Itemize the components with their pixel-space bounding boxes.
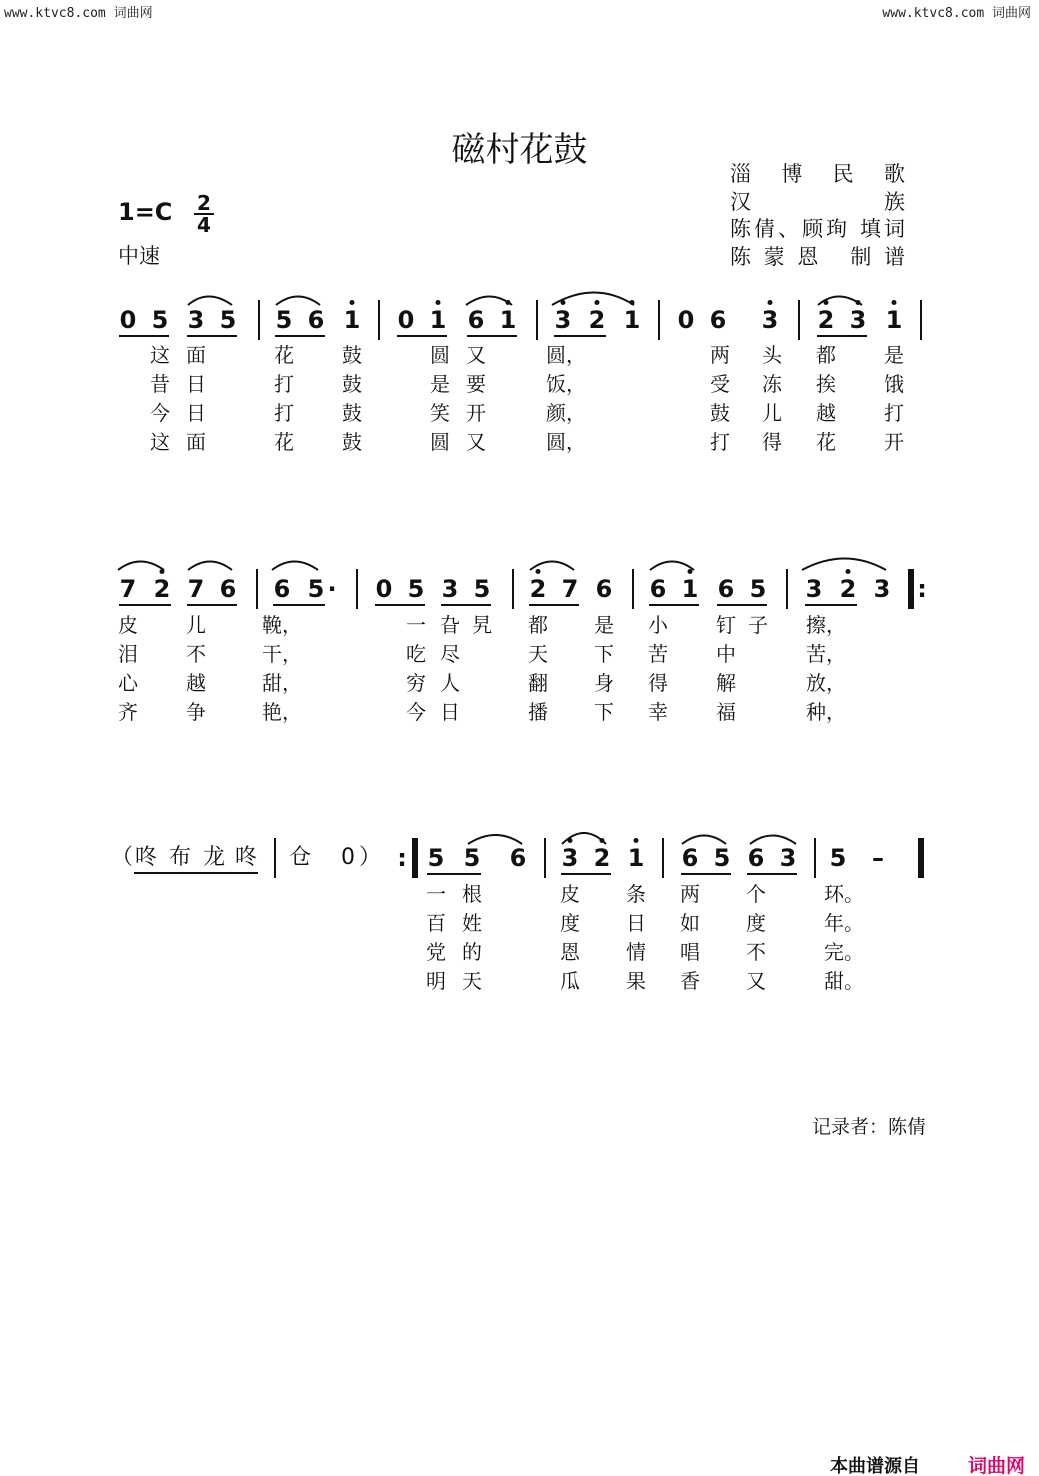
note: 2 bbox=[529, 575, 547, 603]
beam-underline bbox=[817, 335, 867, 337]
beam-underline bbox=[119, 604, 171, 606]
lyric-syllable: 天 bbox=[528, 642, 548, 666]
note: 1 bbox=[627, 844, 645, 872]
note: 2 bbox=[817, 306, 835, 334]
barline bbox=[786, 569, 788, 609]
final-barline bbox=[908, 569, 914, 609]
octave-dot-above bbox=[634, 838, 639, 843]
octave-dot-above bbox=[568, 838, 573, 843]
lyric-syllable: 又 bbox=[466, 430, 486, 454]
lyric-syllable: 鞔， bbox=[262, 613, 302, 637]
key-signature: 1=C bbox=[118, 198, 173, 226]
beam-underline bbox=[441, 604, 491, 606]
lyric-syllable: 恩 bbox=[560, 940, 580, 964]
lyric-syllable: 度 bbox=[560, 911, 580, 935]
note: 5 bbox=[829, 844, 847, 872]
note: 3 bbox=[554, 306, 572, 334]
barline bbox=[378, 300, 380, 340]
lyric-syllable: 今 bbox=[150, 401, 170, 425]
lyric-syllable: 一 bbox=[406, 613, 426, 637]
note: 5 bbox=[307, 575, 325, 603]
beam-underline bbox=[187, 335, 237, 337]
lyric-syllable: 度 bbox=[746, 911, 766, 935]
percussion-underline bbox=[134, 872, 258, 874]
lyric-syllable: 旮 bbox=[440, 613, 460, 637]
beam-underline bbox=[681, 873, 731, 875]
lyric-syllable: 子 bbox=[748, 613, 768, 637]
lyric-syllable: 冻 bbox=[762, 372, 782, 396]
note: 0 bbox=[119, 306, 137, 334]
lyric-syllable: 鼓 bbox=[342, 343, 362, 367]
lyric-syllable: 得 bbox=[762, 430, 782, 454]
note: 0 bbox=[375, 575, 393, 603]
lyric-syllable: 圆， bbox=[546, 430, 586, 454]
note: 6 bbox=[467, 306, 485, 334]
lyric-syllable: 尽 bbox=[440, 642, 460, 666]
barline bbox=[814, 838, 816, 878]
lyric-syllable: 圆， bbox=[546, 343, 586, 367]
beam-underline bbox=[187, 604, 237, 606]
barline bbox=[920, 300, 922, 340]
lyric-syllable: 今 bbox=[406, 700, 426, 724]
note: – bbox=[872, 844, 884, 872]
lyric-syllable: 瓜 bbox=[560, 969, 580, 993]
recorder-credit: 记录者：陈倩 bbox=[812, 1116, 927, 1138]
lyric-syllable: 旯 bbox=[472, 613, 492, 637]
final-barline bbox=[918, 838, 924, 878]
octave-dot-above bbox=[600, 838, 605, 843]
percussion-syllable: 0 bbox=[341, 845, 355, 870]
repeat-barline bbox=[412, 838, 418, 878]
lyric-syllable: 心 bbox=[118, 671, 138, 695]
note: 5 bbox=[749, 575, 767, 603]
lyric-syllable: 是 bbox=[430, 372, 450, 396]
note: 2 bbox=[593, 844, 611, 872]
lyric-syllable: 根 bbox=[462, 882, 482, 906]
note: 6 bbox=[307, 306, 325, 334]
lyric-syllable: 是 bbox=[884, 343, 904, 367]
note: 6 bbox=[219, 575, 237, 603]
note: 3 bbox=[805, 575, 823, 603]
lyric-syllable: 又 bbox=[466, 343, 486, 367]
note: 3 bbox=[849, 306, 867, 334]
barline bbox=[798, 300, 800, 340]
lyric-syllable: 党 bbox=[426, 940, 446, 964]
site-header-left[interactable]: www.ktvc8.com 词曲网 bbox=[4, 6, 153, 21]
lyric-syllable: 花 bbox=[274, 430, 294, 454]
note: 0 bbox=[397, 306, 415, 334]
tempo-marking: 中速 bbox=[118, 244, 160, 268]
meta-ethnicity: 汉族 bbox=[730, 190, 905, 214]
lyric-syllable: 甜。 bbox=[824, 969, 864, 993]
lyric-syllable: 开 bbox=[884, 430, 904, 454]
octave-dot-above bbox=[856, 300, 861, 305]
lyric-syllable: 解 bbox=[716, 671, 736, 695]
lyric-syllable: 又 bbox=[746, 969, 766, 993]
lyric-syllable: 饭， bbox=[546, 372, 586, 396]
footer-site-logo[interactable]: 词曲网 bbox=[968, 1455, 1026, 1476]
note: 5 bbox=[219, 306, 237, 334]
meta-origin: 淄博民歌 bbox=[730, 162, 905, 186]
note: 2 bbox=[153, 575, 171, 603]
lyric-syllable: 打 bbox=[710, 430, 730, 454]
percussion-syllable: 龙 bbox=[203, 845, 226, 870]
note: 3 bbox=[873, 575, 891, 603]
note: 3 bbox=[441, 575, 459, 603]
lyric-syllable: 都 bbox=[816, 343, 836, 367]
note: 3 bbox=[761, 306, 779, 334]
note: 7 bbox=[187, 575, 205, 603]
lyric-syllable: 鼓 bbox=[710, 401, 730, 425]
note: 6 bbox=[709, 306, 727, 334]
lyric-syllable: 儿 bbox=[762, 401, 782, 425]
lyric-syllable: 不 bbox=[746, 940, 766, 964]
octave-dot-above bbox=[892, 300, 897, 305]
lyric-syllable: 环。 bbox=[824, 882, 864, 906]
lyric-syllable: 情 bbox=[626, 940, 646, 964]
beam-underline bbox=[467, 335, 517, 337]
lyric-syllable: 姓 bbox=[462, 911, 482, 935]
lyric-syllable: 头 bbox=[762, 343, 782, 367]
barline bbox=[356, 569, 358, 609]
lyric-syllable: 幸 bbox=[648, 700, 668, 724]
note: 6 bbox=[717, 575, 735, 603]
lyric-syllable: 放， bbox=[806, 671, 846, 695]
note: 0 bbox=[677, 306, 695, 334]
octave-dot-above bbox=[846, 569, 851, 574]
lyric-syllable: 个 bbox=[746, 882, 766, 906]
lyric-syllable: 饿 bbox=[884, 372, 904, 396]
lyric-syllable: 种， bbox=[806, 700, 846, 724]
note: 7 bbox=[561, 575, 579, 603]
note: 6 bbox=[649, 575, 667, 603]
lyric-syllable: 圆 bbox=[430, 343, 450, 367]
lyric-syllable: 苦 bbox=[648, 642, 668, 666]
lyric-syllable: 条 bbox=[626, 882, 646, 906]
lyric-syllable: 小 bbox=[648, 613, 668, 637]
lyric-syllable: 甜， bbox=[262, 671, 302, 695]
octave-dot-above bbox=[768, 300, 773, 305]
note: 5 bbox=[463, 844, 481, 872]
note: 2 bbox=[588, 306, 606, 334]
lyric-syllable: 打 bbox=[274, 401, 294, 425]
note: 1 bbox=[623, 306, 641, 334]
lyric-syllable: 福 bbox=[716, 700, 736, 724]
lyric-syllable: 完。 bbox=[824, 940, 864, 964]
lyric-syllable: 面 bbox=[186, 343, 206, 367]
lyric-syllable: 如 bbox=[680, 911, 700, 935]
note: 6 bbox=[747, 844, 765, 872]
lyric-syllable: 皮 bbox=[560, 882, 580, 906]
lyric-syllable: 擦， bbox=[806, 613, 846, 637]
lyric-syllable: 香 bbox=[680, 969, 700, 993]
footer-source-text: 本曲谱源自 bbox=[830, 1456, 920, 1476]
lyric-syllable: 一 bbox=[426, 882, 446, 906]
lyric-syllable: 开 bbox=[466, 401, 486, 425]
lyric-syllable: 鼓 bbox=[342, 401, 362, 425]
beam-underline bbox=[554, 335, 606, 337]
note: 1 bbox=[681, 575, 699, 603]
song-title: 磁村花鼓 bbox=[451, 130, 588, 170]
lyric-syllable: 日 bbox=[186, 401, 206, 425]
percussion-syllable: 咚 bbox=[135, 845, 158, 870]
lyric-syllable: 是 bbox=[594, 613, 614, 637]
lyric-syllable: 面 bbox=[186, 430, 206, 454]
lyric-syllable: 都 bbox=[528, 613, 548, 637]
note: 5 bbox=[427, 844, 445, 872]
time-signature-top: 2 bbox=[197, 191, 211, 215]
beam-underline bbox=[561, 873, 611, 875]
lyric-syllable: 人 bbox=[440, 671, 460, 695]
note: 5 bbox=[407, 575, 425, 603]
lyric-syllable: 唱 bbox=[680, 940, 700, 964]
lyric-syllable: 鼓 bbox=[342, 372, 362, 396]
lyric-syllable: 圆 bbox=[430, 430, 450, 454]
lyric-syllable: 打 bbox=[274, 372, 294, 396]
lyric-syllable: 泪 bbox=[118, 642, 138, 666]
lyric-syllable: 身 bbox=[594, 671, 614, 695]
barline bbox=[258, 300, 260, 340]
lyric-syllable: 花 bbox=[816, 430, 836, 454]
lyric-syllable: 两 bbox=[680, 882, 700, 906]
lyric-syllable: 两 bbox=[710, 343, 730, 367]
beam-underline bbox=[649, 604, 699, 606]
beam-underline bbox=[273, 604, 325, 606]
percussion-syllable: ） bbox=[359, 845, 382, 870]
barline bbox=[256, 569, 258, 609]
note: 1 bbox=[885, 306, 903, 334]
lyric-syllable: 得 bbox=[648, 671, 668, 695]
lyric-syllable: 下 bbox=[594, 700, 614, 724]
octave-dot-above bbox=[595, 300, 600, 305]
note: 1 bbox=[499, 306, 517, 334]
beam-underline bbox=[375, 604, 425, 606]
octave-dot-above bbox=[561, 300, 566, 305]
note: · bbox=[327, 575, 337, 603]
lyric-syllable: 下 bbox=[594, 642, 614, 666]
lyric-syllable: 打 bbox=[884, 401, 904, 425]
barline bbox=[274, 838, 276, 878]
lyric-syllable: 播 bbox=[528, 700, 548, 724]
percussion-syllable: 仓 bbox=[289, 845, 312, 870]
lyric-syllable: 果 bbox=[626, 969, 646, 993]
note: 6 bbox=[273, 575, 291, 603]
note: 3 bbox=[561, 844, 579, 872]
octave-dot-above bbox=[436, 300, 441, 305]
note: 5 bbox=[473, 575, 491, 603]
note: 6 bbox=[509, 844, 527, 872]
octave-dot-above bbox=[630, 300, 635, 305]
note: 5 bbox=[713, 844, 731, 872]
beam-underline bbox=[427, 873, 481, 875]
lyric-syllable: 钉 bbox=[716, 613, 736, 637]
note: 2 bbox=[839, 575, 857, 603]
lyric-syllable: 挨 bbox=[816, 372, 836, 396]
lyric-syllable: 儿 bbox=[186, 613, 206, 637]
lyric-syllable: 笑 bbox=[430, 401, 450, 425]
note: 3 bbox=[779, 844, 797, 872]
octave-dot-above bbox=[536, 569, 541, 574]
lyric-syllable: 日 bbox=[440, 700, 460, 724]
note: 1 bbox=[429, 306, 447, 334]
note: 6 bbox=[681, 844, 699, 872]
time-signature bbox=[194, 191, 214, 237]
repeat-dots: : bbox=[917, 575, 927, 603]
lyric-syllable: 的 bbox=[462, 940, 482, 964]
lyric-syllable: 这 bbox=[150, 343, 170, 367]
beam-underline bbox=[397, 335, 447, 337]
lyric-syllable: 这 bbox=[150, 430, 170, 454]
lyric-syllable: 日 bbox=[186, 372, 206, 396]
lyric-syllable: 天 bbox=[462, 969, 482, 993]
beam-underline bbox=[747, 873, 797, 875]
lyric-syllable: 鼓 bbox=[342, 430, 362, 454]
lyric-syllable: 颜， bbox=[546, 401, 586, 425]
beam-underline bbox=[119, 335, 169, 337]
barline bbox=[632, 569, 634, 609]
lyric-syllable: 齐 bbox=[118, 700, 138, 724]
meta-arranger: 陈蒙恩 制谱 bbox=[730, 245, 905, 269]
barline bbox=[544, 838, 546, 878]
octave-dot-above bbox=[688, 569, 693, 574]
lyric-syllable: 越 bbox=[186, 671, 206, 695]
lyric-syllable: 干， bbox=[262, 642, 302, 666]
octave-dot-above bbox=[506, 300, 511, 305]
percussion-syllable: （ bbox=[111, 845, 134, 870]
lyric-syllable: 艳， bbox=[262, 700, 302, 724]
barline bbox=[512, 569, 514, 609]
percussion-syllable: 咚 bbox=[235, 845, 258, 870]
lyric-syllable: 中 bbox=[716, 642, 736, 666]
lyric-syllable: 要 bbox=[466, 372, 486, 396]
note: 5 bbox=[275, 306, 293, 334]
lyric-syllable: 花 bbox=[274, 343, 294, 367]
lyric-syllable: 吃 bbox=[406, 642, 426, 666]
site-header-right[interactable]: www.ktvc8.com 词曲网 bbox=[882, 6, 1031, 21]
lyric-syllable: 翻 bbox=[528, 671, 548, 695]
octave-dot-above bbox=[160, 569, 165, 574]
time-signature-bottom: 4 bbox=[197, 213, 211, 237]
lyric-syllable: 不 bbox=[186, 642, 206, 666]
lyric-syllable: 明 bbox=[426, 969, 446, 993]
lyric-syllable: 穷 bbox=[406, 671, 426, 695]
lyric-syllable: 百 bbox=[426, 911, 446, 935]
octave-dot-above bbox=[824, 300, 829, 305]
note: 6 bbox=[595, 575, 613, 603]
barline bbox=[536, 300, 538, 340]
beam-underline bbox=[275, 335, 325, 337]
beam-underline bbox=[529, 604, 579, 606]
note: 5 bbox=[151, 306, 169, 334]
beam-underline bbox=[717, 604, 767, 606]
note: 1 bbox=[343, 306, 361, 334]
lyric-syllable: 日 bbox=[626, 911, 646, 935]
note: 7 bbox=[119, 575, 137, 603]
lyric-syllable: 皮 bbox=[118, 613, 138, 637]
barline bbox=[662, 838, 664, 878]
lyric-syllable: 苦， bbox=[806, 642, 846, 666]
lyric-syllable: 昔 bbox=[150, 372, 170, 396]
lyric-syllable: 争 bbox=[186, 700, 206, 724]
octave-dot-above bbox=[350, 300, 355, 305]
meta-lyricist: 陈倩、顾珣 填词 bbox=[730, 217, 905, 241]
repeat-dots: : bbox=[397, 844, 407, 872]
lyric-syllable: 年。 bbox=[824, 911, 864, 935]
note: 3 bbox=[187, 306, 205, 334]
barline bbox=[658, 300, 660, 340]
percussion-syllable: 布 bbox=[169, 845, 192, 870]
lyric-syllable: 受 bbox=[710, 372, 730, 396]
beam-underline bbox=[805, 604, 857, 606]
lyric-syllable: 越 bbox=[816, 401, 836, 425]
